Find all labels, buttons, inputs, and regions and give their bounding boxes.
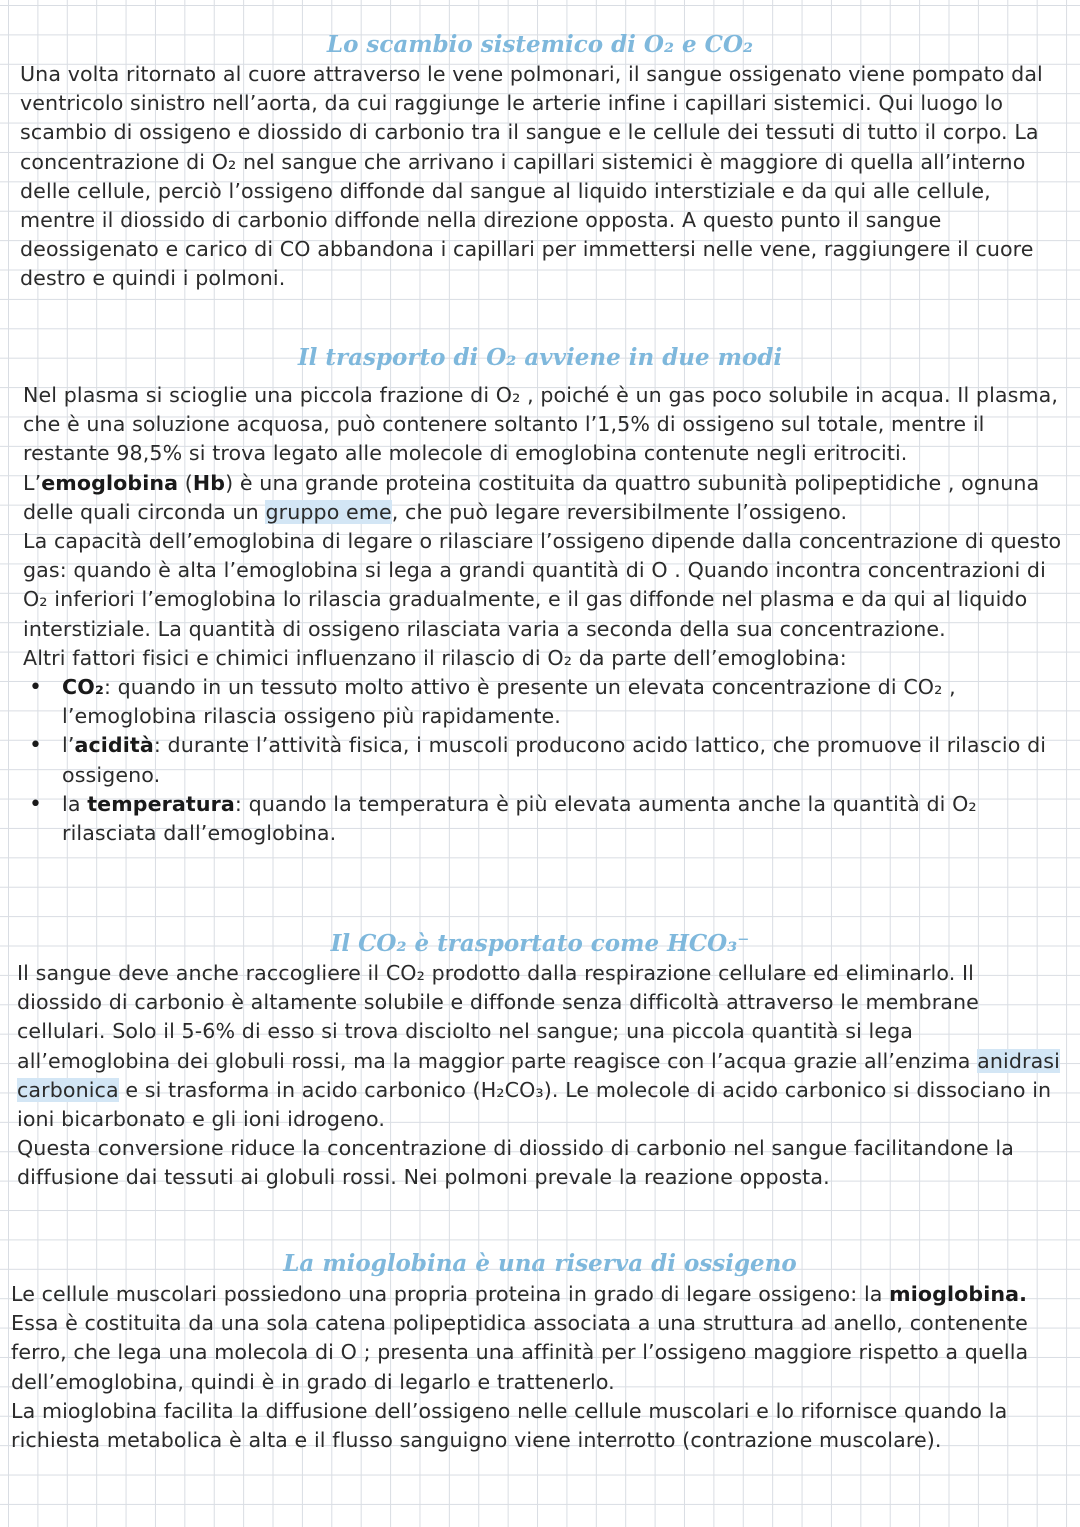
paragraph: Le cellule muscolari possiedono una propria proteina in grado di legare ossigeno: la mioglobina. Essa è costituita da una sola catena polipeptidica associata a una struttura ad anello, contenente ferro, che lega una molecola di O ; presenta una affinità per l’ossigeno maggiore rispetto a quella dell’emoglobina, quindi è in grado di legarlo e trattenerlo. (11, 1282, 1029, 1394)
section-scambio-sistemico (20, 60, 1060, 294)
factor-list (23, 673, 1063, 848)
list-item: • CO₂: quando in un tessuto molto attivo è presente un elevata concentrazione di CO₂ , l’emoglobina rilascia ossigeno più rapidamente. (23, 673, 1063, 731)
term-mioglobina: mioglobina. (889, 1282, 1028, 1306)
section-mioglobina (11, 1280, 1063, 1455)
term-hb: Hb (192, 470, 226, 495)
section-title-scambio-sistemico: Lo scambio sistemico di O₂ e CO₂ (326, 31, 754, 58)
section-title-trasporto-co2: Il CO₂ è trasportato come HCO₃⁻ (330, 930, 750, 957)
term-emoglobina: emoglobina (41, 470, 179, 495)
paragraph: Questa conversione riduce la concentrazione di diossido di carbonio nel sangue facilitandone la diffusione dai tessuti ai globuli rossi. Nei polmoni prevale la reazione opposta. (17, 1136, 1014, 1190)
section-title-trasporto-o2: Il trasporto di O₂ avviene in due modi (297, 344, 783, 371)
section-trasporto-o2 (23, 381, 1063, 848)
paragraph: La capacità dell’emoglobina di legare o rilasciare l’ossigeno dipende dalla concentrazione di questo gas: quando è alta l’emoglobina si lega a grandi quantità di O . Quando incontra concentrazioni di O₂ inferiori l’emoglobina lo rilascia gradualmente, e il gas diffonde nel plasma e da qui al liquido interstiziale. La quantità di ossigeno rilasciata varia a seconda della sua concentrazione. (23, 529, 1062, 641)
list-item: • la temperatura: quando la temperatura è più elevata aumenta anche la quantità di O₂ rilasciata dall’emoglobina. (23, 790, 1063, 848)
list-item: • l’acidità: durante l’attività fisica, i muscoli producono acido lattico, che promuove il rilascio di ossigeno. (23, 731, 1063, 789)
paragraph: Il sangue deve anche raccogliere il CO₂ prodotto dalla respirazione cellulare ed eliminarlo. Il diossido di carbonio è altamente solubile e diffonde senza difficoltà attraverso le membrane cellulari. Solo il 5-6% di esso si trova disciolto nel sangue; una piccola quantità si lega all’emoglobina dei globuli rossi, ma la maggior parte reagisce con l’acqua grazie all’enzima anidrasi carbonica e si trasforma in acido carbonico (H₂CO₃). Le molecole di acido carbonico si dissociano in ioni bicarbonato e gli ioni idrogeno. (17, 961, 1060, 1132)
paragraph: Una volta ritornato al cuore attraverso le vene polmonari, il sangue ossigenato viene pompato dal ventricolo sinistro nell’aorta, da cui raggiunge le arterie infine i capillari sistemici. Qui luogo lo scambio di ossigeno e diossido di carbonio tra il sangue e le cellule dei tessuti di tutto il corpo. La concentrazione di O₂ nel sangue che arrivano i capillari sistemici è maggiore di quella all’interno delle cellule, perciò l’ossigeno diffonde dal sangue al liquido interstiziale e da qui alle cellule, mentre il diossido di carbonio diffonde nella direzione opposta. A questo punto il sangue deossigenato e carico di CO abbandona i capillari per immettersi nelle vene, raggiungere il cuore destro e quindi i polmoni. (20, 62, 1043, 291)
highlight-gruppo-eme: gruppo eme (265, 499, 392, 524)
section-trasporto-co2 (17, 959, 1063, 1193)
paragraph: Nel plasma si scioglie una piccola frazione di O₂ , poiché è un gas poco solubile in acqua. Il plasma, che è una soluzione acquosa, può contenere soltanto l’1,5% di ossigeno sul totale, mentre il restante 98,5% si trova legato alle molecole di emoglobina contenute negli eritrociti. L’emoglobina (Hb) è una grande proteina costituita da quattro subunità polipeptidiche , ognuna delle quali circonda un gruppo eme, che può legare reversibilmente l’ossigeno. (23, 383, 1058, 524)
section-title-mioglobina: La mioglobina è una riserva di ossigeno (283, 1250, 797, 1277)
paragraph: Altri fattori fisici e chimici influenzano il rilascio di O₂ da parte dell’emoglobina: (23, 645, 847, 670)
paragraph: La mioglobina facilita la diffusione dell’ossigeno nelle cellule muscolari e lo rifornisce quando la richiesta metabolica è alta e il flusso sanguigno viene interrotto (contrazione muscolare). (11, 1398, 1008, 1453)
highlight-anidrasi-carbonica: anidrasi carbonica (17, 1048, 1060, 1102)
